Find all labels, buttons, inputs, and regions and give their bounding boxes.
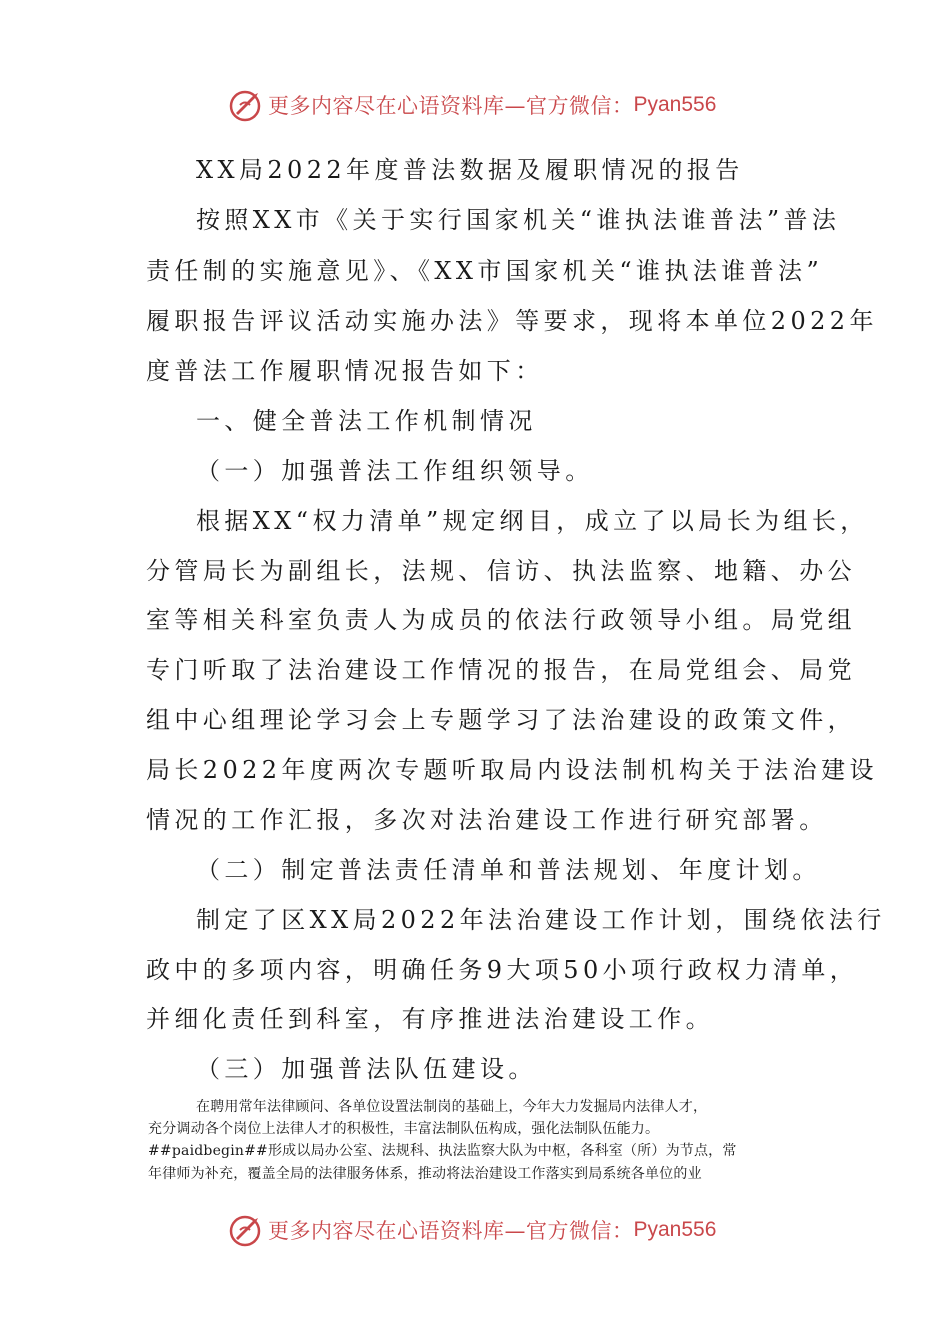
section-heading: 一、健全普法工作机制情况	[196, 407, 537, 435]
watermark-footer	[228, 1210, 716, 1250]
watermark-text: 更多内容尽在心语资料库—官方微信：	[268, 1219, 634, 1243]
watermark-wechat-id: Pyan556	[633, 1218, 717, 1241]
intro-line: 履职报告评议活动实施办法》等要求，现将本单位2022年	[146, 307, 878, 335]
watermark-wechat-id: Pyan556	[633, 93, 717, 116]
intro-line: 责任制的实施意见》、《XX市国家机关“谁执法谁普法”	[146, 257, 824, 285]
intro-line: 按照XX市《关于实行国家机关“谁执法谁普法”普法	[196, 206, 841, 234]
watermark-text: 更多内容尽在心语资料库—官方微信：	[268, 94, 634, 118]
small-paragraph-line: 年律师为补充，覆盖全局的法律服务体系，推动将法治建设工作落实到局系统各单位的业	[148, 1166, 702, 1182]
page-title: XX局2022年度普法数据及履职情况的报告	[196, 156, 744, 184]
paragraph-line: 政中的多项内容，明确任务9大项50小项行政权力清单，	[146, 956, 859, 984]
paragraph-line: 局长2022年度两次专题听取局内设法制机构关于法治建设	[146, 756, 878, 784]
paragraph-line: 制定了区XX局2022年法治建设工作计划，围绕依法行	[196, 906, 886, 934]
pen-seal-icon	[228, 87, 264, 123]
paragraph-line: 分管局长为副组长，法规、信访、执法监察、地籍、办公	[146, 557, 856, 585]
paragraph-line: 专门听取了法治建设工作情况的报告，在局党组会、局党	[146, 656, 856, 684]
intro-line: 度普法工作履职情况报告如下：	[146, 357, 544, 385]
paragraph-line: 情况的工作汇报，多次对法治建设工作进行研究部署。	[146, 806, 828, 834]
small-paragraph-line: 在聘用常年法律顾问、各单位设置法制岗的基础上，今年大力发掘局内法律人才，	[196, 1099, 708, 1115]
subsection-heading: （三）加强普法队伍建设。	[196, 1055, 537, 1083]
paragraph-line: 组中心组理论学习会上专题学习了法治建设的政策文件，	[146, 706, 856, 734]
paragraph-line: 根据XX“权力清单”规定纲目，成立了以局长为组长，	[196, 507, 869, 535]
subsection-heading: （一）加强普法工作组织领导。	[196, 457, 594, 485]
pen-seal-icon	[228, 1212, 264, 1248]
small-paragraph-line: 充分调动各个岗位上法律人才的积极性，丰富法制队伍构成，强化法制队伍能力。	[148, 1121, 660, 1137]
watermark-header	[228, 85, 716, 125]
subsection-heading: （二）制定普法责任清单和普法规划、年度计划。	[196, 856, 821, 884]
paragraph-line: 并细化责任到科室，有序推进法治建设工作。	[146, 1005, 714, 1033]
paragraph-line: 室等相关科室负责人为成员的依法行政领导小组。局党组	[146, 606, 856, 634]
small-paragraph-line: ##paidbegin##形成以局办公室、法规科、执法监察大队为中枢，各科室（所）为节点，常	[148, 1143, 737, 1159]
